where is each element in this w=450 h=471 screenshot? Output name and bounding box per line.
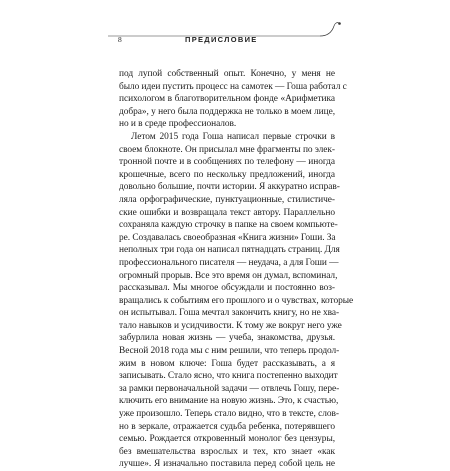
text-line: огромный прорыв. Все это время он думал, вспоминал, bbox=[119, 270, 338, 281]
text-line: но и в среде профессионалов. bbox=[119, 119, 237, 130]
text-line: без вмешательства взрослых и тех, кто знает «как bbox=[119, 446, 335, 457]
text-line: психологом в благотворительном фонде «Арифметика bbox=[119, 94, 335, 105]
text-line: Весной 2018 года мы с ним решили, что теперь продол- bbox=[119, 346, 340, 357]
text-line: вращались к событиям его прошлого и о чувствах, которые bbox=[119, 295, 354, 306]
text-line: он испытывал. Гоша мечтал закончить книгу, но не хва- bbox=[119, 308, 340, 319]
text-line: ские ошибки и возвращала текст автору. Параллельно bbox=[119, 207, 335, 218]
text-line: тало навыков и усидчивости. К тому же вокруг него уже bbox=[119, 320, 342, 331]
body-text bbox=[119, 68, 354, 471]
text-line: забурлила новая жизнь — учеба, знакомства, друзья. bbox=[119, 333, 335, 344]
text-line: ключить его внимание на новую жизнь. Это, к счастью, bbox=[119, 396, 339, 407]
text-line: за рамки первоначальной задачи — отвлечь Гошу, пере- bbox=[119, 383, 340, 394]
text-line: добра», у него была поддержка не только в моем лице, bbox=[119, 106, 335, 117]
text-line: Летом 2015 года Гоша написал первые строчки в bbox=[131, 131, 335, 142]
text-line: сохраняла каждую строчку в папке на своем компьюте- bbox=[119, 220, 338, 231]
page-number: 8 bbox=[118, 35, 122, 44]
text-line: профессионального писателя — неудача, а для Гоши — bbox=[119, 257, 339, 268]
text-line: ляла орфографические, пунктуационные, стилистиче- bbox=[119, 194, 335, 205]
text-line: довольно большие, почти истории. Я аккуратно исправ- bbox=[119, 182, 340, 193]
text-line: неполных три года он написал пятнадцать страниц. Для bbox=[119, 245, 340, 256]
text-line: рассказывал. Мы многое обсуждали и постоянно воз- bbox=[119, 283, 335, 294]
text-line: тронной почте и в сообщениях по телефону — иногда bbox=[119, 157, 335, 168]
text-line: лучше». Я изначально поставила перед собой цель не bbox=[119, 459, 335, 470]
text-line: записывать. Стало ясно, что книга постепенно выходит bbox=[119, 371, 338, 382]
text-line: крошечные, всего по нескольку предложений, иногда bbox=[119, 169, 335, 180]
text-line: жим в новом ключе: Гоша будет рассказывать, а я bbox=[119, 358, 335, 369]
text-line: своем блокноте. Он присылал мне фрагменты по элек- bbox=[119, 144, 335, 155]
text-line: под лупой собственный опыт. Конечно, у меня не bbox=[119, 69, 335, 79]
running-head: ПРЕДИСЛОВИЕ bbox=[185, 35, 258, 44]
text-line: уже произошло. Теперь стало видно, что в тексте, слов- bbox=[119, 409, 339, 420]
text-line: было идеи пустить процесс на самотек — Гоша работал с bbox=[119, 81, 347, 92]
text-line: но в зеркале, отражается судьба ребенка, потерявшего bbox=[119, 421, 335, 432]
text-line: семью. Рождается откровенный монолог без цензуры, bbox=[119, 434, 335, 445]
text-line: ре. Создавалась своеобразная «Книга жизни» Гоши. За bbox=[119, 232, 336, 243]
